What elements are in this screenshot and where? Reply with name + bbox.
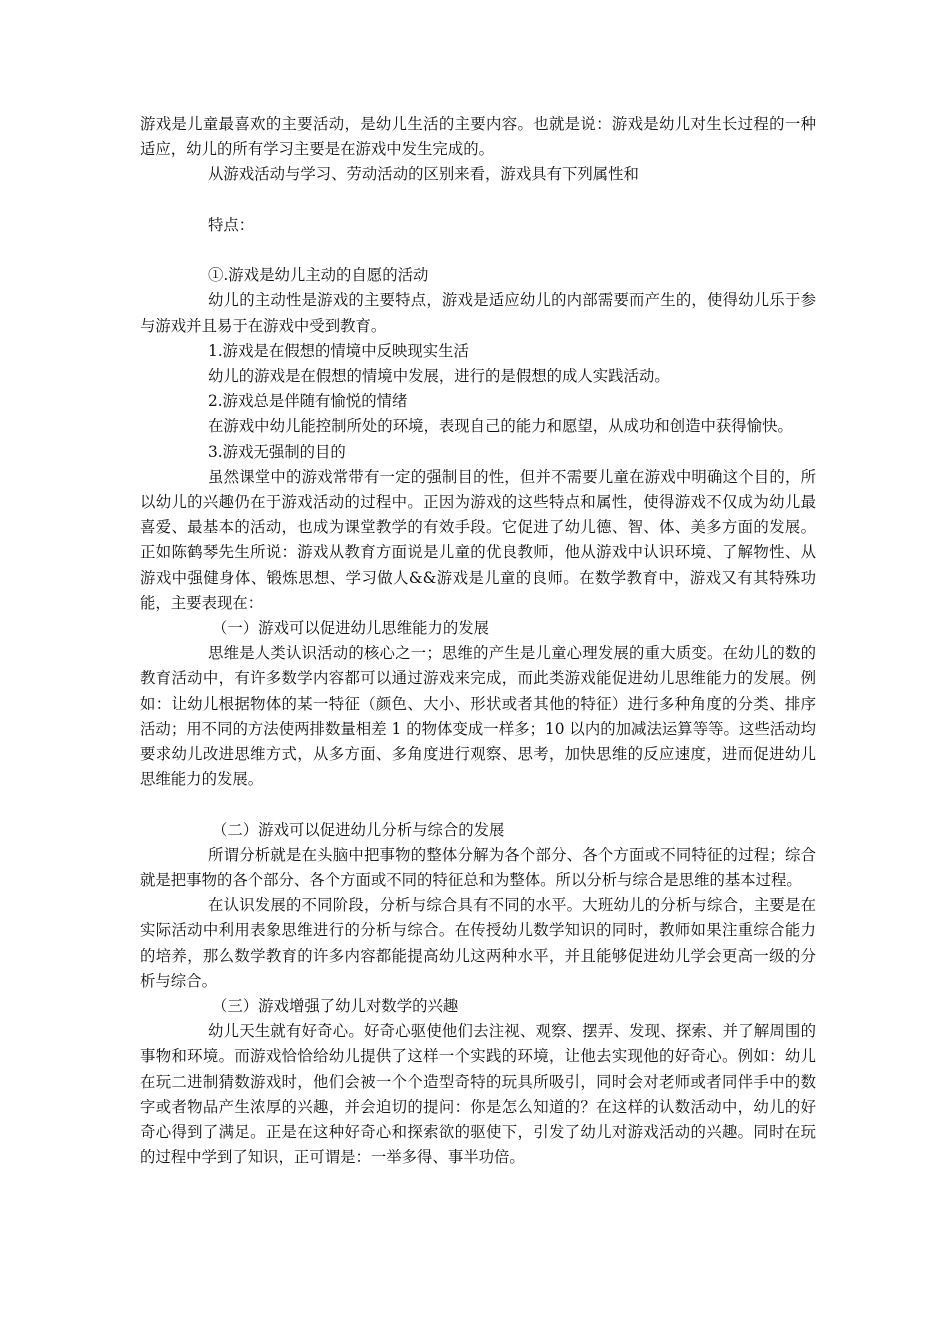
paragraph: 在游戏中幼儿能控制所处的环境，表现自己的能力和愿望，从成功和创造中获得愉快。 — [208, 417, 793, 436]
paragraph: 在认识发展的不同阶段，分析与综合具有不同的水平。大班幼儿的分析与综合，主要是在实际活动中利用表象思维进行的分析与综合。在传授幼儿数学知识的同时，教师如果注重综合能力的培养，那么数学教育的许多内容都能提高幼儿这两种水平，并且能够促进幼儿学会更高一级的分析与综合。 — [140, 896, 816, 990]
paragraph: 幼儿的主动性是游戏的主要特点，游戏是适应幼儿的内部需要而产生的，使得幼儿乐于参与游戏并且易于在游戏中受到教育。 — [140, 291, 816, 335]
paragraph: 虽然课堂中的游戏常带有一定的强制目的性，但并不需要儿童在游戏中明确这个目的，所以幼儿的兴趣仍在于游戏活动的过程中。正因为游戏的这些特点和属性，使得游戏不仅成为幼儿最喜爱、最基本的活动，也成为课堂教学的有效手段。它促进了幼儿德、智、体、美多方面的发展。正如陈鹤琴先生所说：游戏从教育方面说是儿童的优良教师，他从游戏中认识环境、了解物性、从游戏中强健身体、锻炼思想、学习做人&&游戏是儿童的良师。在数学教育中，游戏又有其特殊功能，主要表现在： — [140, 467, 816, 612]
section-heading: （三）游戏增强了幼儿对数学的兴趣 — [212, 997, 459, 1016]
section-heading: （二）游戏可以促进幼儿分析与综合的发展 — [212, 820, 505, 839]
paragraph: 幼儿天生就有好奇心。好奇心驱使他们去注视、观察、摆弄、发现、探索、并了解周围的事物和环境。而游戏恰恰给幼儿提供了这样一个实践的环境，让他去实现他的好奇心。例如：幼儿在玩二进制猜数游戏时，他们会被一个个造型奇特的玩具所吸引，同时会对老师或者同伴手中的数字或者物品产生浓厚的兴趣，并会迫切的提问：你是怎么知道的？在这样的认数活动中，幼儿的好奇心得到了满足。正是在这种好奇心和探索欲的驱使下，引发了幼儿对游戏活动的兴趣。同时在玩的过程中学到了知识，正可谓是：一举多得、事半功倍。 — [140, 1022, 816, 1167]
paragraph: 从游戏活动与学习、劳动活动的区别来看，游戏具有下列属性和 — [208, 165, 639, 184]
document-body — [140, 112, 816, 1170]
blank-line — [140, 238, 816, 263]
paragraph: 思维是人类认识活动的核心之一；思维的产生是儿童心理发展的重大质变。在幼儿的数的教育活动中，有许多数学内容都可以通过游戏来完成，而此类游戏能促进幼儿思维能力的发展。例如：让幼儿根据物体的某一特征（颜色、大小、形状或者其他的特征）进行多种角度的分类、排序活动；用不同的方法使两排数量相差 1 的物体变成一样多；10 以内的加减法运算等等。这些活动均要求幼儿改进思维方式，从多方面、多角度进行观察、思考，加快思维的反应速度，进而促进幼儿思维能力的发展。 — [140, 644, 816, 789]
blank-line — [140, 792, 816, 817]
paragraph: 所谓分析就是在头脑中把事物的整体分解为各个部分、各个方面或不同特征的过程；综合就是把事物的各个部分、各个方面或不同的特征总和为整体。所以分析与综合是思维的基本过程。 — [140, 845, 816, 890]
paragraph: 1.游戏是在假想的情境中反映现实生活 — [208, 341, 469, 360]
paragraph: 游戏是儿童最喜欢的主要活动，是幼儿生活的主要内容。也就是说：游戏是幼儿对生长过程的一种适应，幼儿的所有学习主要是在游戏中发生完成的。 — [140, 115, 816, 159]
blank-line — [140, 188, 816, 213]
paragraph: 特点： — [208, 215, 255, 234]
section-heading: （一）游戏可以促进幼儿思维能力的发展 — [212, 619, 490, 638]
paragraph: 2.游戏总是伴随有愉悦的情绪 — [208, 392, 408, 411]
paragraph: ①.游戏是幼儿主动的自愿的活动 — [208, 266, 429, 285]
paragraph: 3.游戏无强制的目的 — [208, 442, 346, 461]
paragraph: 幼儿的游戏是在假想的情境中发展，进行的是假想的成人实践活动。 — [208, 367, 670, 385]
